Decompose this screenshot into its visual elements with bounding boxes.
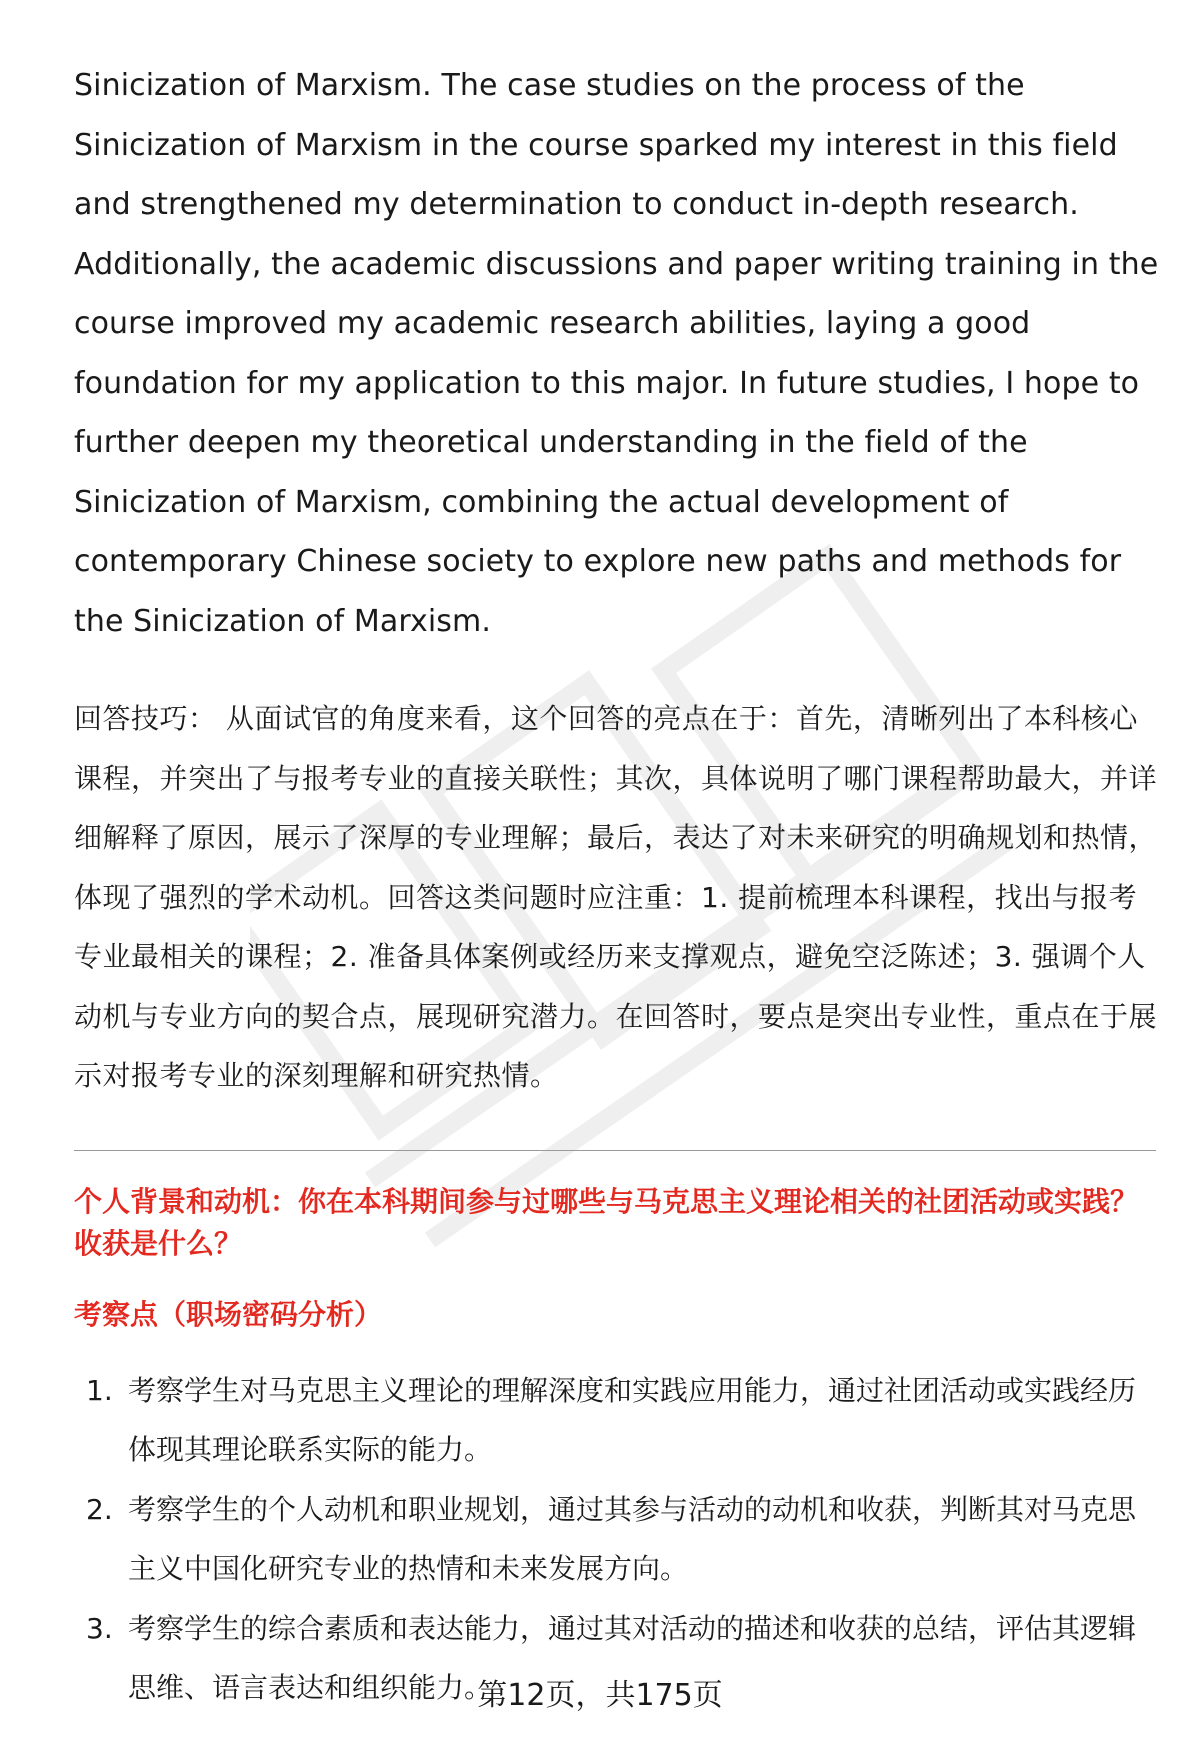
question-heading: 个人背景和动机：你在本科期间参与过哪些与马克思主义理论相关的社团活动或实践？收获是什么？	[74, 1184, 1139, 1260]
assessment-points-list	[74, 1361, 1160, 1718]
page-number-footer: 第12页，共175页	[477, 1678, 723, 1713]
list-item	[74, 1361, 1160, 1480]
list-item-text: 考察学生的个人动机和职业规划，通过其参与活动的动机和收获，判断其对马克思主义中国化研究专业的热情和未来发展方向。	[128, 1492, 1137, 1585]
assessment-heading: 考察点（职场密码分析）	[74, 1297, 383, 1331]
section-divider	[74, 1150, 1156, 1151]
list-item-text: 考察学生的综合素质和表达能力，通过其对活动的描述和收获的总结，评估其逻辑思维、语言表达和组织能力。	[128, 1611, 1137, 1704]
list-item-text: 考察学生对马克思主义理论的理解深度和实践应用能力，通过社团活动或实践经历体现其理论联系实际的能力。	[128, 1373, 1137, 1466]
list-item	[74, 1480, 1160, 1599]
answer-tips-paragraph: 回答技巧： 从面试官的角度来看，这个回答的亮点在于：首先，清晰列出了本科核心课程，并突出了与报考专业的直接关联性；其次，具体说明了哪门课程帮助最大，并详细解释了原因，展示了深厚的专业理解；最后，表达了对未来研究的明确规划和热情，体现了强烈的学术动机。回答这类问题时应注重：1. 提前梳理本科课程，找出与报考专业最相关的课程；2. 准备具体案例或经历来支撑观点，避免空泛陈述；3. 强调个人动机与专业方向的契合点，展现研究潜力。在回答时，要点是突出专业性，重点在于展示对报考专业的深刻理解和研究热情。	[74, 702, 1158, 1092]
page-content	[74, 56, 1160, 1718]
list-item-number: 3.	[86, 1611, 113, 1645]
list-item-number: 1.	[86, 1373, 113, 1407]
english-answer-paragraph: Sinicization of Marxism. The case studies on the process of the Sinicization of Marxism in the course sparked my interest in this field and strengthened my determination to conduct in-depth research. Additionally, the academic discussions and paper writing training in the course improved my academic research abilities, laying a good foundation for my application to this major. In future studies, I hope to further deepen my theoretical understanding in the field of the Sinicization of Marxism, combining the actual development of contemporary Chinese society to explore new paths and methods for the Sinicization of Marxism.	[74, 68, 1159, 639]
list-item-number: 2.	[86, 1492, 113, 1526]
